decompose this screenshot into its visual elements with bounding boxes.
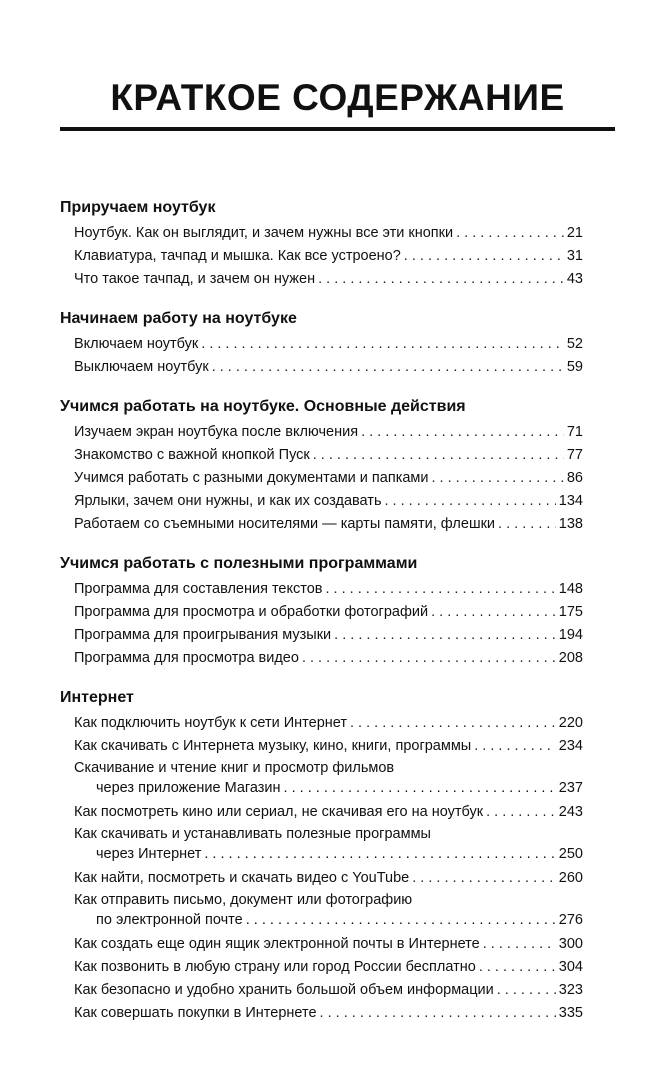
toc-entry[interactable] bbox=[74, 801, 583, 824]
dot-leader bbox=[350, 712, 556, 735]
dot-leader bbox=[361, 421, 564, 444]
toc-entry[interactable] bbox=[74, 490, 583, 513]
toc-entry[interactable] bbox=[74, 824, 583, 864]
entry-page-number: 243 bbox=[558, 804, 583, 820]
toc-entry[interactable] bbox=[74, 356, 583, 379]
dot-leader bbox=[212, 356, 564, 379]
entry-label: Программа для составления текстов bbox=[74, 581, 323, 597]
entry-page-number: 138 bbox=[558, 516, 583, 532]
entry-label: Программа для просмотра видео bbox=[74, 650, 299, 666]
entry-page-number: 260 bbox=[558, 870, 583, 886]
toc-entry[interactable] bbox=[74, 735, 583, 758]
entry-page-number: 194 bbox=[558, 627, 583, 643]
entry-page-number: 220 bbox=[558, 715, 583, 731]
section-title: Интернет bbox=[60, 689, 134, 706]
title-rule bbox=[60, 127, 615, 131]
entry-label: Знакомство с важной кнопкой Пуск bbox=[74, 447, 310, 463]
toc-entry[interactable] bbox=[74, 333, 583, 356]
entry-page-number: 59 bbox=[566, 359, 583, 375]
entry-label: Работаем со съемными носителями — карты памяти, флешки bbox=[74, 516, 496, 532]
entry-label: Выключаем ноутбук bbox=[74, 359, 209, 375]
entry-label: через Интернет bbox=[96, 846, 202, 862]
toc-section bbox=[60, 307, 583, 379]
dot-leader bbox=[431, 601, 556, 624]
entry-page-number: 148 bbox=[558, 581, 583, 597]
entry-label: через приложение Магазин bbox=[96, 780, 281, 796]
entry-page-number: 77 bbox=[566, 447, 583, 463]
entry-page-number: 300 bbox=[558, 936, 583, 952]
dot-leader bbox=[204, 844, 555, 864]
entry-label: Программа для просмотра и обработки фотографий bbox=[74, 604, 429, 620]
toc-section bbox=[60, 196, 583, 291]
entry-label: Программа для проигрывания музыки bbox=[74, 627, 332, 643]
section-title: Учимся работать на ноутбуке. Основные действия bbox=[60, 398, 466, 415]
entry-label: Изучаем экран ноутбука после включения bbox=[74, 424, 359, 440]
table-of-contents bbox=[60, 196, 583, 1041]
entry-page-number: 323 bbox=[558, 982, 583, 998]
toc-entry[interactable] bbox=[74, 222, 583, 245]
entry-page-number: 31 bbox=[566, 248, 583, 264]
entry-label: Как совершать покупки в Интернете bbox=[74, 1005, 317, 1021]
entry-label-first-line: Как скачивать и устанавливать полезные программы bbox=[74, 826, 431, 842]
entry-label: Как создать еще один ящик электронной почты в Интернете bbox=[74, 936, 480, 952]
page-title: КРАТКОЕ СОДЕРЖАНИЕ bbox=[110, 77, 565, 118]
dot-leader bbox=[320, 1002, 556, 1025]
dot-leader bbox=[474, 735, 556, 758]
entry-page-number: 21 bbox=[566, 225, 583, 241]
toc-entry[interactable] bbox=[74, 245, 583, 268]
entry-label: Как найти, посмотреть и скачать видео с YouTube bbox=[74, 870, 410, 886]
entry-label: Как посмотреть кино или сериал, не скачивая его на ноутбук bbox=[74, 804, 484, 820]
toc-entry[interactable] bbox=[74, 647, 583, 670]
entry-page-number: 71 bbox=[566, 424, 583, 440]
entry-page-number: 86 bbox=[566, 470, 583, 486]
dot-leader bbox=[246, 910, 556, 930]
entry-page-number: 208 bbox=[558, 650, 583, 666]
toc-entry[interactable] bbox=[74, 268, 583, 291]
entry-label: по электронной почте bbox=[96, 912, 243, 928]
dot-leader bbox=[284, 778, 556, 798]
entry-page-number: 250 bbox=[558, 846, 583, 862]
dot-leader bbox=[404, 245, 564, 268]
dot-leader bbox=[483, 933, 556, 956]
entry-page-number: 276 bbox=[558, 912, 583, 928]
entry-page-number: 234 bbox=[558, 738, 583, 754]
toc-section bbox=[60, 395, 583, 536]
toc-entry[interactable] bbox=[74, 601, 583, 624]
toc-entry[interactable] bbox=[74, 444, 583, 467]
dot-leader bbox=[326, 578, 556, 601]
entry-label: Как позвонить в любую страну или город России бесплатно bbox=[74, 959, 476, 975]
toc-entry[interactable] bbox=[74, 467, 583, 490]
toc-entry[interactable] bbox=[74, 890, 583, 930]
dot-leader bbox=[479, 956, 556, 979]
entry-label: Как скачивать с Интернета музыку, кино, книги, программы bbox=[74, 738, 472, 754]
entry-page-number: 335 bbox=[558, 1005, 583, 1021]
entry-label: Учимся работать с разными документами и папками bbox=[74, 470, 429, 486]
toc-entry[interactable] bbox=[74, 867, 583, 890]
toc-entry[interactable] bbox=[74, 624, 583, 647]
toc-entry[interactable] bbox=[74, 758, 583, 798]
dot-leader bbox=[432, 467, 564, 490]
dot-leader bbox=[385, 490, 556, 513]
toc-entry[interactable] bbox=[74, 979, 583, 1002]
toc-entry[interactable] bbox=[74, 1002, 583, 1025]
dot-leader bbox=[302, 647, 556, 670]
entry-page-number: 134 bbox=[558, 493, 583, 509]
entry-page-number: 175 bbox=[558, 604, 583, 620]
toc-entry[interactable] bbox=[74, 956, 583, 979]
dot-leader bbox=[486, 801, 556, 824]
entry-label: Ноутбук. Как он выглядит, и зачем нужны все эти кнопки bbox=[74, 225, 454, 241]
entry-page-number: 43 bbox=[566, 271, 583, 287]
toc-entry[interactable] bbox=[74, 513, 583, 536]
entry-label: Как безопасно и удобно хранить большой объем информации bbox=[74, 982, 494, 998]
toc-section bbox=[60, 552, 583, 670]
dot-leader bbox=[201, 333, 564, 356]
entry-label: Клавиатура, тачпад и мышка. Как все устроено? bbox=[74, 248, 401, 264]
entry-page-number: 52 bbox=[566, 336, 583, 352]
toc-entry[interactable] bbox=[74, 421, 583, 444]
dot-leader bbox=[456, 222, 564, 245]
entry-page-number: 304 bbox=[558, 959, 583, 975]
dot-leader bbox=[318, 268, 564, 291]
entry-label-first-line: Скачивание и чтение книг и просмотр фильмов bbox=[74, 760, 395, 776]
entry-label: Ярлыки, зачем они нужны, и как их создавать bbox=[74, 493, 382, 509]
entry-page-number: 237 bbox=[558, 780, 583, 796]
section-title: Начинаем работу на ноутбуке bbox=[60, 310, 297, 327]
toc-entry[interactable] bbox=[74, 578, 583, 601]
entry-label-first-line: Как отправить письмо, документ или фотографию bbox=[74, 892, 413, 908]
section-title: Учимся работать с полезными программами bbox=[60, 555, 418, 572]
section-title: Приручаем ноутбук bbox=[60, 199, 216, 216]
toc-entry[interactable] bbox=[74, 933, 583, 956]
entry-label: Включаем ноутбук bbox=[74, 336, 199, 352]
dot-leader bbox=[412, 867, 556, 890]
dot-leader bbox=[497, 979, 556, 1002]
dot-leader bbox=[334, 624, 556, 647]
toc-section bbox=[60, 686, 583, 1025]
dot-leader bbox=[313, 444, 564, 467]
toc-entry[interactable] bbox=[74, 712, 583, 735]
entry-label: Как подключить ноутбук к сети Интернет bbox=[74, 715, 347, 731]
entry-label: Что такое тачпад, и зачем он нужен bbox=[74, 271, 316, 287]
dot-leader bbox=[498, 513, 556, 536]
